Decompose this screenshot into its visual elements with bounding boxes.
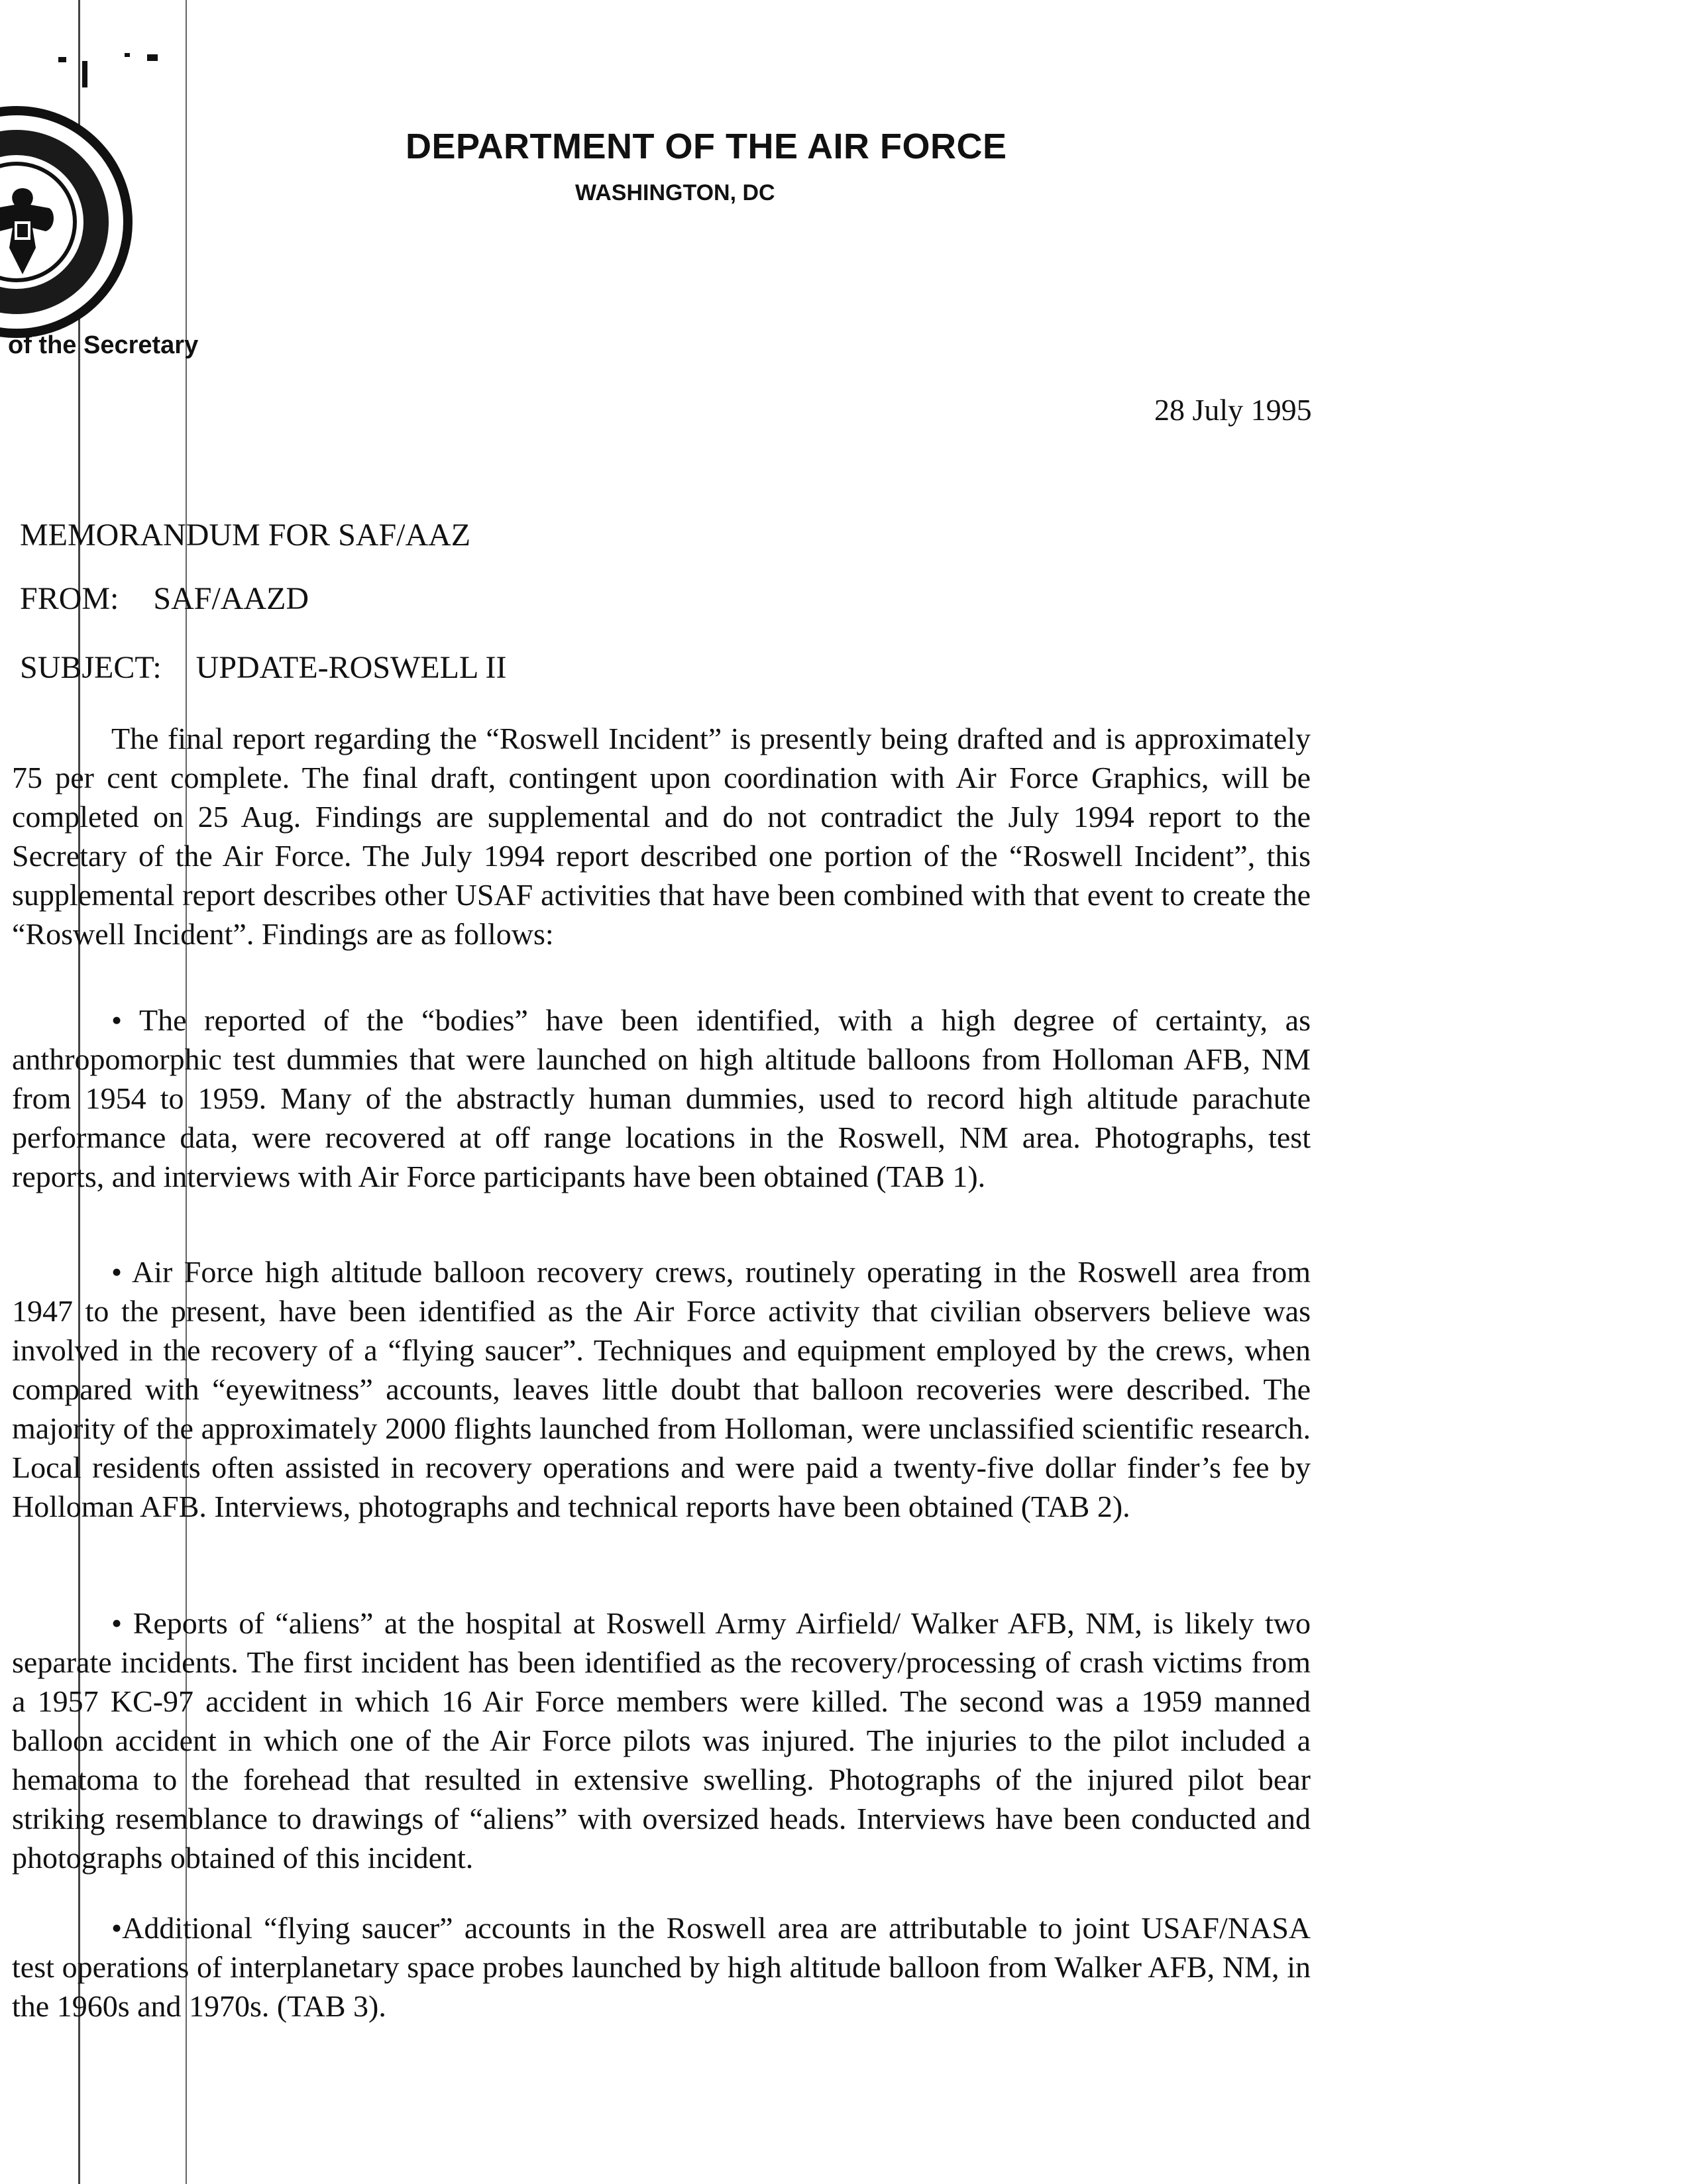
memorandum-label: MEMORANDUM FOR xyxy=(20,518,331,553)
department-location: WASHINGTON, DC xyxy=(575,180,775,205)
finding-text: • Air Force high altitude balloon recovery crews, routinely operating in the Roswell area from 1947 to the present, have been identified as the Air Force activity that civilian observers believe was involved in the recovery of a “flying saucer”. Techniques and equipment employed by the crews, when compared with “eyewitness” accounts, leaves little doubt that balloon recoveries were described. The majority of the approximately 2000 flights launched from Holloman, were unclassified scientific research. Local residents often assisted in recovery operations and were paid a twenty-five dollar finder’s fee by Holloman AFB. Interviews, photographs and technical reports have been obtained (TAB 2). xyxy=(12,1255,1311,1523)
memo-date: 28 July 1995 xyxy=(1154,393,1312,427)
office-of-the-secretary: of the Secretary xyxy=(8,331,199,359)
eagle-icon xyxy=(0,182,62,281)
department-title: DEPARTMENT OF THE AIR FORCE xyxy=(406,127,1007,166)
scan-speck xyxy=(147,54,158,61)
finding-paragraph xyxy=(12,1001,1311,1196)
subject-value: UPDATE-ROSWELL II xyxy=(195,650,507,685)
from-label: FROM: xyxy=(20,581,119,616)
finding-paragraph xyxy=(12,1252,1311,1526)
memorandum-for-line xyxy=(20,517,470,553)
finding-paragraph xyxy=(12,1908,1311,2026)
finding-text: • Reports of “aliens” at the hospital at Roswell Army Airfield/ Walker AFB, NM, is likely two separate incidents. The first incident has been identified as the recovery/processing of crash victims from a 1957 KC-97 accident in which 16 Air Force members were killed. The second was a 1959 manned balloon accident in which one of the Air Force pilots was injured. The injuries to the pilot included a hematoma to the forehead that resulted in extensive swelling. Photographs of the injured pilot bear striking resemblance to drawings of “aliens” with oversized heads. Interviews have been conducted and photographs obtained of this incident. xyxy=(12,1606,1311,1875)
finding-text: • The reported of the “bodies” have been identified, with a high degree of certainty, as anthropomorphic test dummies that were launched on high altitude balloons from Holloman AFB, NM from 1954 to 1959. Many of the abstractly human dummies, used to record high altitude parachute performance data, were recovered at off range locations in the Roswell, NM area. Photographs, test reports, and interviews with Air Force participants have been obtained (TAB 1). xyxy=(12,1003,1311,1193)
scan-speck xyxy=(82,61,87,87)
intro-paragraph xyxy=(12,719,1311,954)
from-line xyxy=(20,580,309,617)
scan-speck xyxy=(125,53,130,57)
subject-line xyxy=(20,649,506,686)
subject-label: SUBJECT: xyxy=(20,650,162,685)
department-seal xyxy=(0,106,133,338)
finding-paragraph xyxy=(12,1604,1311,1877)
scan-speck xyxy=(58,57,66,62)
from-value: SAF/AAZD xyxy=(153,581,309,616)
memorandum-recipient: SAF/AAZ xyxy=(338,518,471,553)
finding-text: •Additional “flying saucer” accounts in the Roswell area are attributable to joint USAF/NASA test operations of interplanetary space probes launched by high altitude balloon from Walker AFB, NM, in the 1960s and 1970s. (TAB 3). xyxy=(12,1911,1311,2023)
intro-text: The final report regarding the “Roswell Incident” is presently being drafted and is approximately 75 per cent complete. The final draft, contingent upon coordination with Air Force Graphics, will be completed on 25 Aug. Findings are supplemental and do not contradict the July 1994 report to the Secretary of the Air Force. The July 1994 report described one portion of the “Roswell Incident”, this supplemental report describes other USAF activities that have been combined with that event to create the “Roswell Incident”. Findings are as follows: xyxy=(12,722,1311,951)
